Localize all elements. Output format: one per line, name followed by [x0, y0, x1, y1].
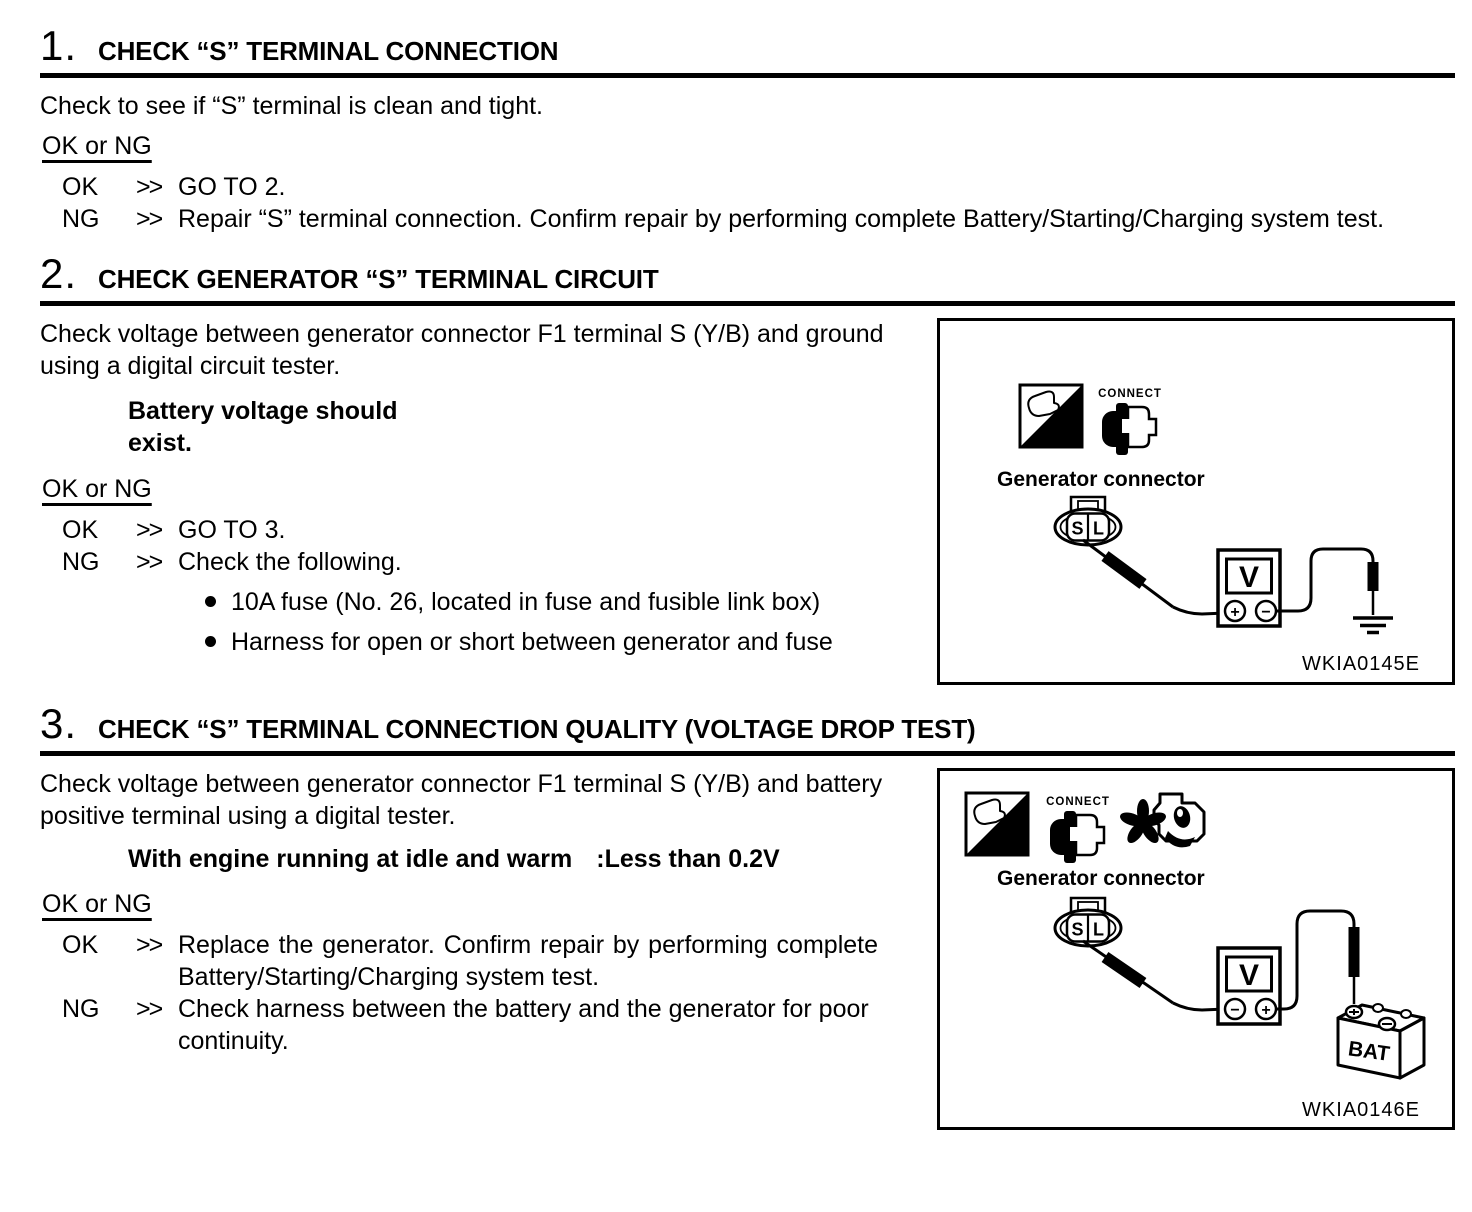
- result-arrow: >>: [136, 173, 162, 201]
- result-text: GO TO 3.: [178, 516, 286, 544]
- step-2-header: [40, 252, 1455, 306]
- ok-or-ng-heading: OK or NG: [42, 890, 152, 918]
- hs-badge-label: H.S.: [988, 834, 1020, 851]
- battery: [1338, 1004, 1424, 1078]
- engine-running-icon: [1118, 794, 1204, 847]
- result-text: Replace the generator. Confirm repair by performing complete Battery/Starting/Charging system test.: [178, 931, 878, 991]
- ok-or-ng-heading: OK or NG: [42, 475, 152, 503]
- result-label: NG: [62, 205, 100, 233]
- generator-connector-symbol: [1055, 497, 1121, 545]
- result-row-ng: [40, 203, 1455, 235]
- generator-connector-symbol: [1055, 898, 1121, 946]
- spec-value: :Less than 0.2V: [596, 845, 780, 873]
- generator-connector-label: Generator connector: [997, 867, 1205, 890]
- figure-id: WKIA0146E: [1302, 1099, 1420, 1121]
- result-text: Check the following.: [178, 548, 402, 576]
- step-title: CHECK “S” TERMINAL CONNECTION: [98, 36, 559, 66]
- step-1: [40, 24, 1455, 235]
- step-number: 2.: [40, 250, 78, 297]
- check-items-list: [205, 586, 935, 658]
- step-number: 1.: [40, 22, 78, 69]
- list-item-text: 10A fuse (No. 26, located in fuse and fusible link box): [231, 588, 821, 616]
- voltmeter-label: V: [1238, 561, 1260, 594]
- terminal-l-label: L: [1093, 919, 1104, 940]
- instruction-text: Check voltage between generator connector F1 terminal S (Y/B) and ground using a digital circuit tester.: [40, 320, 884, 380]
- hs-tool-badge-icon: [966, 793, 1028, 855]
- result-row-ng: [40, 546, 935, 578]
- voltmeter: [1218, 550, 1280, 626]
- connect-icon: [1046, 796, 1110, 863]
- bullet-icon: [205, 596, 216, 607]
- instruction-text: Check to see if “S” terminal is clean and tight.: [40, 92, 544, 120]
- result-text: Check harness between the battery and the generator for poor continuity.: [178, 995, 869, 1055]
- voltmeter: [1218, 948, 1280, 1024]
- voltage-drop-diagram: [940, 771, 1452, 1127]
- step-3-header: [40, 702, 1455, 756]
- result-row-ok: [40, 514, 935, 546]
- generator-connector-label: Generator connector: [997, 468, 1205, 491]
- ground-wire: [1276, 549, 1373, 611]
- ok-or-ng-heading: OK or NG: [42, 132, 152, 160]
- step-number: 3.: [40, 700, 78, 747]
- specification-text: Battery voltage should exist.: [128, 397, 398, 457]
- result-label: OK: [62, 516, 99, 544]
- step-2-text-column: [40, 318, 935, 658]
- battery-label: BAT: [1346, 1037, 1392, 1066]
- step-3: [40, 702, 1455, 1130]
- ground-symbol: [1353, 618, 1393, 633]
- result-label: NG: [62, 548, 100, 576]
- result-label: OK: [62, 173, 99, 201]
- result-label: NG: [62, 995, 100, 1023]
- list-item: [205, 586, 935, 618]
- terminal-s-label: S: [1071, 518, 1084, 539]
- step-2: [40, 252, 1455, 685]
- connect-icon: [1098, 388, 1162, 455]
- list-item: [205, 626, 935, 658]
- spec-condition: With engine running at idle and warm: [128, 845, 573, 873]
- figure-id: WKIA0145E: [1302, 653, 1420, 675]
- voltage-check-diagram: [940, 321, 1452, 682]
- step-1-header: [40, 24, 1455, 78]
- battery-wire: [1276, 911, 1354, 1009]
- test-probe: [1083, 941, 1226, 1010]
- result-row-ok: [40, 929, 935, 993]
- negative-terminal-icon: −: [1230, 1002, 1240, 1019]
- step-3-text-column: [40, 768, 935, 1057]
- hs-badge-label: H.S.: [1042, 426, 1074, 443]
- step-1-body: [40, 78, 1455, 235]
- result-row-ok: [40, 171, 1455, 203]
- result-text: Repair “S” terminal connection. Confirm repair by performing complete Battery/Starting/Charging system test.: [178, 205, 1385, 233]
- bullet-icon: [205, 636, 216, 647]
- connect-icon-label: CONNECT: [1046, 796, 1110, 808]
- result-arrow: >>: [136, 516, 162, 544]
- result-arrow: >>: [136, 931, 162, 959]
- negative-terminal-icon: −: [1261, 604, 1271, 621]
- instruction-text: Check voltage between generator connector F1 terminal S (Y/B) and battery positive terminal using a digital tester.: [40, 770, 883, 830]
- step-title: CHECK GENERATOR “S” TERMINAL CIRCUIT: [98, 264, 659, 294]
- step-3-body: [40, 756, 1455, 1130]
- positive-terminal-icon: +: [1261, 1002, 1271, 1019]
- result-row-ng: [40, 993, 935, 1057]
- test-probe: [1083, 540, 1226, 614]
- figure-wkia0145e: [937, 318, 1455, 685]
- voltmeter-label: V: [1238, 959, 1260, 992]
- figure-wkia0146e: [937, 768, 1455, 1130]
- result-label: OK: [62, 931, 99, 959]
- result-arrow: >>: [136, 205, 162, 233]
- list-item-text: Harness for open or short between generator and fuse: [231, 628, 833, 656]
- step-2-body: [40, 306, 1455, 685]
- step-title: CHECK “S” TERMINAL CONNECTION QUALITY (VOLTAGE DROP TEST): [98, 714, 976, 744]
- terminal-s-label: S: [1071, 919, 1084, 940]
- connect-icon-label: CONNECT: [1098, 388, 1162, 400]
- result-arrow: >>: [136, 548, 162, 576]
- result-text: GO TO 2.: [178, 173, 286, 201]
- terminal-l-label: L: [1093, 518, 1104, 539]
- specification-text: [128, 843, 935, 875]
- hs-tool-badge-icon: [1020, 385, 1082, 447]
- result-arrow: >>: [136, 995, 162, 1023]
- positive-terminal-icon: +: [1230, 604, 1240, 621]
